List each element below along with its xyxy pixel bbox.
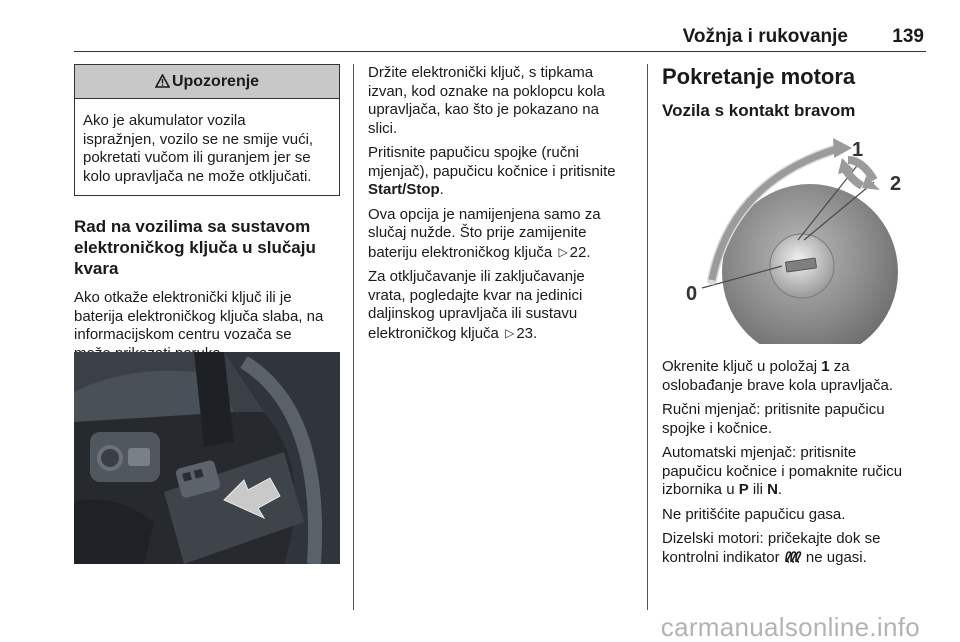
gear-p: P	[738, 481, 749, 498]
position-1-label: 1	[852, 139, 864, 161]
text-line: Automatski mjenjač: pritisnite	[662, 444, 857, 461]
paragraph	[662, 530, 926, 569]
paragraph	[368, 268, 634, 343]
warning-triangle-icon	[155, 67, 170, 101]
warning-text	[75, 99, 339, 186]
punctuation: .	[777, 481, 783, 498]
warning-title: Upozorenje	[171, 73, 260, 90]
text-line	[662, 549, 926, 570]
steering-column-photo	[74, 352, 340, 564]
text-line: upravljača, kao što je pokazano na	[368, 101, 599, 118]
glow-plug-icon	[784, 550, 802, 570]
section-heading	[74, 216, 340, 279]
position-0-label: 0	[686, 283, 698, 305]
text-line: informacijskom centru vozača se	[74, 326, 292, 343]
text-line: kvara	[74, 259, 119, 278]
text-line: Ako otkaže elektronički ključ ili je	[74, 289, 292, 306]
text-line: Ova opcija je namijenjena samo za	[368, 205, 601, 223]
page-reference-icon[interactable]: ▷	[505, 325, 515, 340]
text-line: ispražnjen, vozilo se ne smije vući,	[83, 130, 314, 148]
position-value: 1	[821, 358, 830, 375]
page-reference-icon[interactable]: ▷	[558, 244, 568, 259]
text-span: za	[833, 358, 850, 375]
page-number: 139	[892, 26, 924, 47]
text-line: Ručni mjenjač: pritisnite papučicu	[662, 401, 885, 418]
text-line: oslobađanje brave kola upravljača.	[662, 376, 893, 394]
column-left	[74, 64, 340, 369]
column-divider	[647, 64, 648, 610]
start-stop-label: Start/Stop	[368, 181, 440, 198]
text-line: Dizelski motori: pričekajte dok se	[662, 530, 881, 547]
text-line: Pritisnite papučicu spojke (ručni	[368, 144, 579, 161]
paragraph	[662, 444, 926, 500]
text-line: slici.	[368, 119, 398, 137]
text-line: slučaj nužde. Što prije zamijenite	[368, 224, 587, 241]
text-line: baterija elektroničkog ključa slaba, na	[74, 307, 324, 325]
text-line: bateriju elektroničkog ključa ▷ 22.	[368, 243, 591, 261]
punctuation: .	[439, 181, 444, 198]
section-subtitle: Vozila s kontakt bravom	[662, 101, 856, 120]
text-line: spojke i kočnice.	[662, 419, 773, 437]
text-line: daljinskog upravljača ili sustavu	[368, 305, 578, 322]
column-divider	[353, 64, 354, 610]
column-right	[662, 64, 926, 575]
text-line: pokretati vučom ili guranjem jer se	[83, 149, 311, 166]
section-title: Pokretanje motora	[662, 64, 856, 89]
text-line	[368, 181, 634, 200]
watermark-url: carmanualsonline.info	[660, 612, 920, 642]
running-header	[74, 26, 926, 52]
text-line: Ako je akumulator vozila	[83, 112, 246, 129]
paragraph	[662, 401, 926, 438]
text-line: kolo upravljača ne može otključati.	[83, 167, 312, 185]
text-span: izbornika u	[662, 481, 735, 498]
text-span: ne ugasi.	[805, 548, 867, 566]
text-span: elektroničkog ključa	[368, 324, 499, 342]
text-line: mjenjač), papučicu kočnice i pritisnite	[368, 162, 616, 180]
text-span: Okrenite ključ u položaj	[662, 358, 818, 375]
text-span: ili	[752, 481, 763, 498]
text-line	[662, 481, 926, 500]
text-line: Držite elektronički ključ, s tipkama	[368, 64, 594, 81]
text-line: elektroničkog ključa u slučaju	[74, 238, 316, 257]
paragraph	[368, 206, 634, 263]
paragraph: Ne pritišćite papučicu gasa.	[662, 505, 846, 523]
text-line: Za otključavanje ili zaključavanje	[368, 268, 585, 285]
paragraph	[662, 358, 926, 395]
text-line	[662, 358, 926, 377]
text-line: elektroničkog ključa ▷ 23.	[368, 324, 538, 342]
text-span: kontrolni indikator	[662, 548, 780, 566]
position-2-label: 2	[890, 173, 902, 195]
warning-box	[74, 64, 340, 196]
running-title: Vožnja i rukovanje	[682, 26, 848, 47]
paragraph	[368, 144, 634, 200]
text-line: izvan, kod oznake na poklopcu kola	[368, 82, 605, 100]
warning-header	[75, 65, 339, 99]
column-middle	[368, 64, 634, 349]
page-reference[interactable]: 23	[516, 324, 533, 342]
text-line: papučicu kočnice i pomaknite ručicu	[662, 462, 903, 480]
text-span: bateriju elektroničkog ključa	[368, 243, 553, 261]
gear-n: N	[767, 481, 778, 498]
page-reference[interactable]: 22	[569, 243, 587, 261]
text-line: vrata, pogledajte kvar na jedinici	[368, 286, 583, 304]
ignition-lock-figure	[662, 130, 926, 344]
paragraph	[368, 64, 634, 138]
text-line: Rad na vozilima sa sustavom	[74, 217, 311, 236]
